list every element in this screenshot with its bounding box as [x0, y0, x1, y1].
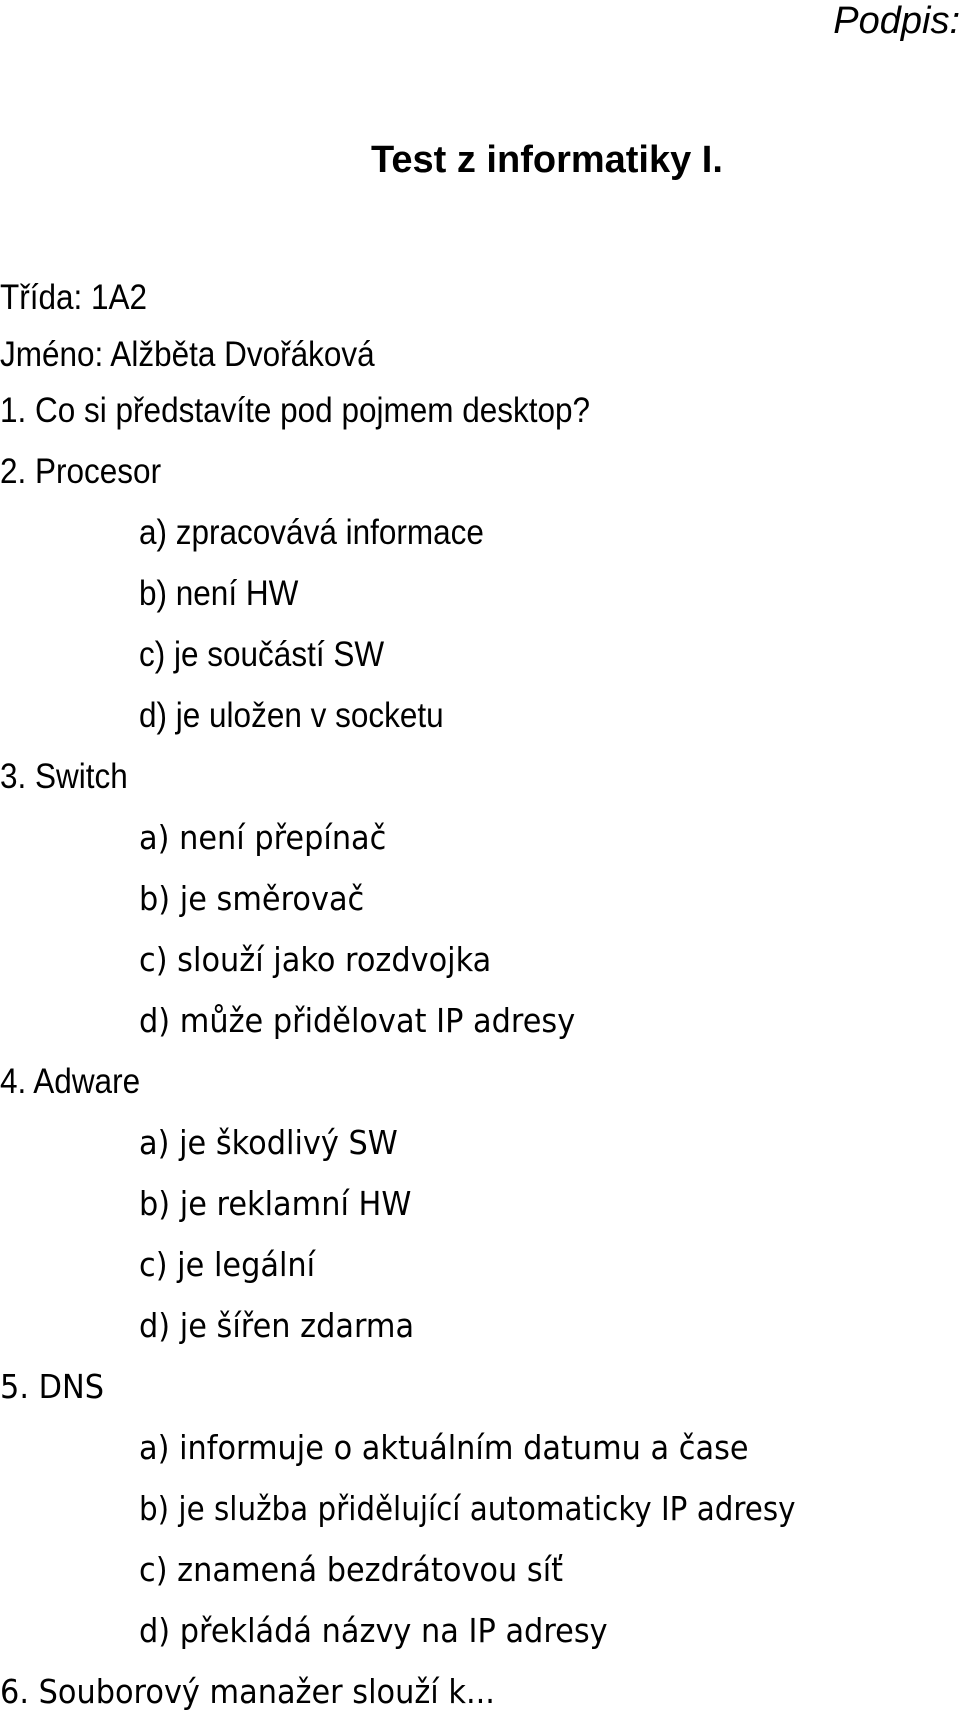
- question-3-option-d: d) může přidělovat IP adresy: [139, 1001, 576, 1040]
- question-3-option-c: c) slouží jako rozdvojka: [139, 940, 492, 979]
- question-5: 5. DNS: [0, 1367, 104, 1406]
- question-4-option-b: b) je reklamní HW: [139, 1184, 412, 1223]
- question-2-option-b: b) není HW: [139, 574, 299, 613]
- question-4-option-a: a) je škodlivý SW: [139, 1123, 398, 1162]
- question-2-option-d: d) je uložen v socketu: [139, 696, 444, 735]
- question-2-option-a: a) zpracovává informace: [139, 513, 484, 552]
- question-5-option-d: d) překládá názvy na IP adresy: [139, 1611, 608, 1650]
- page-title: Test z informatiky I.: [371, 139, 723, 181]
- question-3-option-a: a) není přepínač: [139, 818, 387, 857]
- question-6: 6. Souborový manažer slouží k...: [0, 1672, 495, 1711]
- question-5-option-b: b) je služba přidělující automaticky IP adresy: [139, 1489, 796, 1528]
- question-5-option-a: a) informuje o aktuálním datumu a čase: [139, 1428, 749, 1467]
- question-4: 4. Adware: [0, 1062, 141, 1101]
- signature-label: Podpis:: [833, 0, 960, 42]
- question-3-option-b: b) je směrovač: [139, 879, 365, 918]
- question-2-option-c: c) je součástí SW: [139, 635, 385, 674]
- class-line: Třída: 1A2: [0, 278, 148, 317]
- question-5-option-c: c) znamená bezdrátovou síť: [139, 1550, 564, 1589]
- question-4-option-c: c) je legální: [139, 1245, 316, 1284]
- question-1: 1. Co si představíte pod pojmem desktop?: [0, 391, 591, 430]
- student-name-line: Jméno: Alžběta Dvořáková: [0, 335, 375, 374]
- question-4-option-d: d) je šířen zdarma: [139, 1306, 415, 1345]
- question-2: 2. Procesor: [0, 452, 162, 491]
- question-3: 3. Switch: [0, 757, 128, 796]
